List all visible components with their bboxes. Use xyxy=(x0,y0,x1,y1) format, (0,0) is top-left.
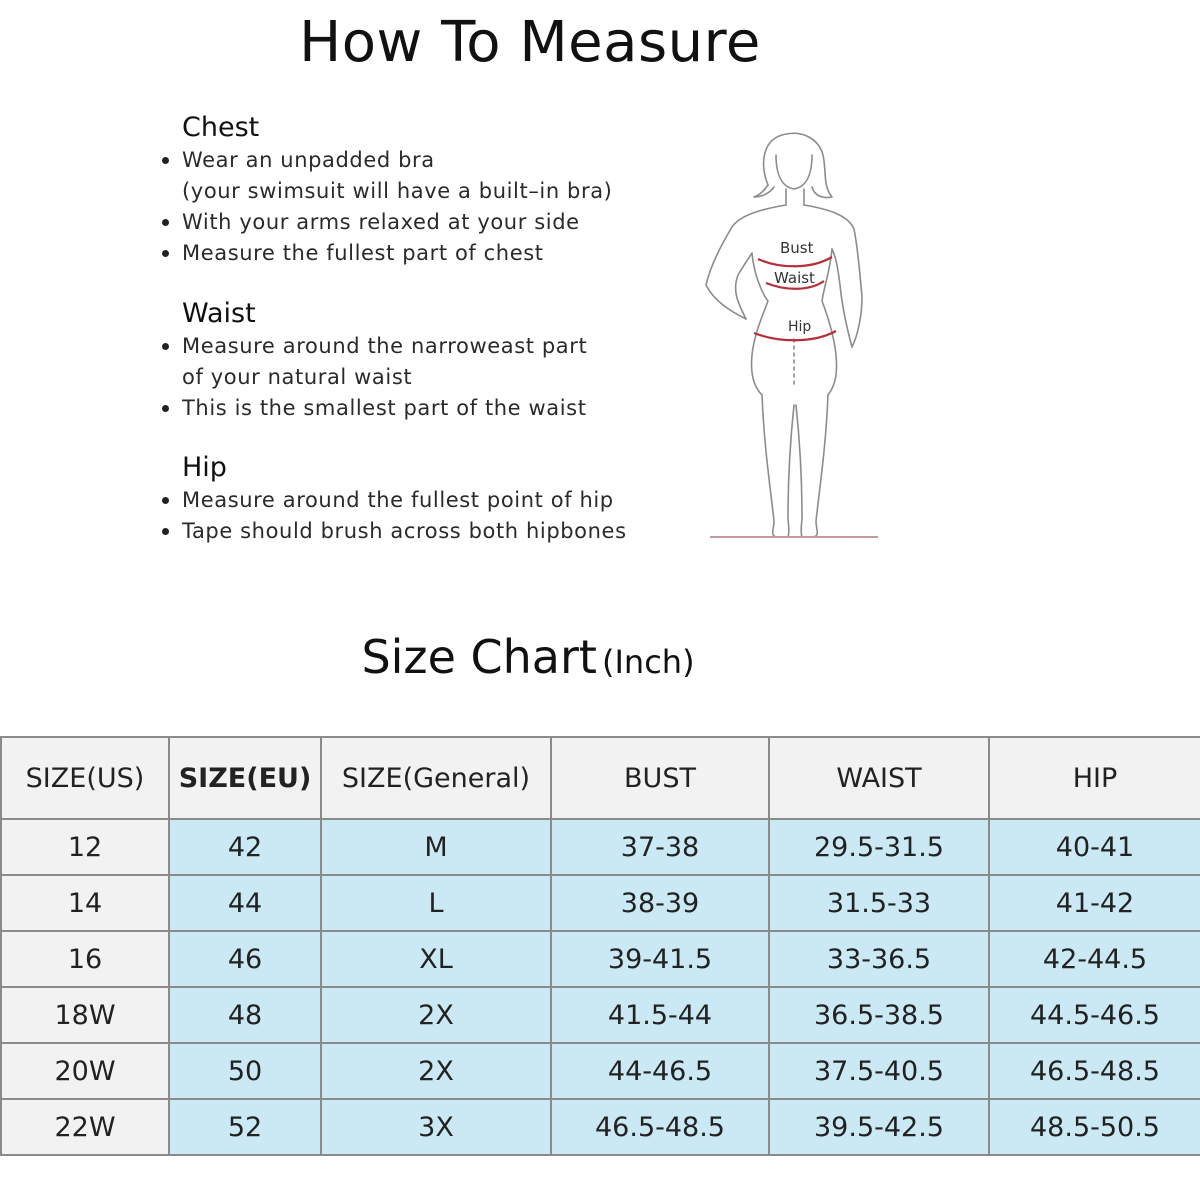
table-cell: 44-46.5 xyxy=(551,1043,769,1099)
table-cell: 37-38 xyxy=(551,819,769,875)
table-cell: 2X xyxy=(321,987,551,1043)
header-size-us: SIZE(US) xyxy=(1,737,169,819)
table-cell: 14 xyxy=(1,875,169,931)
list-item: Measure around the fullest point of hip xyxy=(160,485,680,516)
table-row xyxy=(1,875,1200,931)
waist-label: Waist xyxy=(774,269,815,287)
table-row xyxy=(1,1099,1200,1155)
header-size-general: SIZE(General) xyxy=(321,737,551,819)
list-item: (your swimsuit will have a built–in bra) xyxy=(182,179,613,203)
waist-section xyxy=(160,298,680,424)
header-hip: HIP xyxy=(989,737,1200,819)
table-row xyxy=(1,987,1200,1043)
hip-label: Hip xyxy=(788,319,812,335)
bullet-icon xyxy=(162,343,169,350)
table-cell: 46.5-48.5 xyxy=(989,1043,1200,1099)
list-item: of your natural waist xyxy=(182,365,413,389)
table-cell: 41.5-44 xyxy=(551,987,769,1043)
body-outline-icon xyxy=(690,125,890,545)
table-cell: 36.5-38.5 xyxy=(769,987,989,1043)
size-chart-title xyxy=(0,630,1056,684)
table-header-row xyxy=(1,737,1200,819)
table-cell: 29.5-31.5 xyxy=(769,819,989,875)
table-cell: 2X xyxy=(321,1043,551,1099)
table-cell: 37.5-40.5 xyxy=(769,1043,989,1099)
table-cell: 40-41 xyxy=(989,819,1200,875)
table-cell: XL xyxy=(321,931,551,987)
table-cell: 20W xyxy=(1,1043,169,1099)
table-cell: 44 xyxy=(169,875,321,931)
table-cell: 22W xyxy=(1,1099,169,1155)
hip-section xyxy=(160,452,680,547)
header-waist: WAIST xyxy=(769,737,989,819)
table-cell: 16 xyxy=(1,931,169,987)
list-item: This is the smallest part of the waist xyxy=(160,393,680,424)
bullet-icon xyxy=(162,250,169,257)
table-cell: L xyxy=(321,875,551,931)
table-cell: 31.5-33 xyxy=(769,875,989,931)
size-chart-heading: Size Chart xyxy=(361,630,597,684)
table-cell: 48.5-50.5 xyxy=(989,1099,1200,1155)
bust-label: Bust xyxy=(780,239,814,257)
list-item: Tape should brush across both hipbones xyxy=(160,516,680,547)
table-cell: 12 xyxy=(1,819,169,875)
list-item: Measure the fullest part of chest xyxy=(160,238,680,269)
size-table xyxy=(0,736,1200,1156)
table-cell: 46.5-48.5 xyxy=(551,1099,769,1155)
list-item: Measure around the narroweast part xyxy=(160,331,680,362)
bullet-icon xyxy=(162,219,169,226)
header-size-eu: SIZE(EU) xyxy=(169,737,321,819)
table-cell: 39.5-42.5 xyxy=(769,1099,989,1155)
table-row xyxy=(1,1043,1200,1099)
table-row xyxy=(1,931,1200,987)
table-cell: M xyxy=(321,819,551,875)
waist-heading: Waist xyxy=(182,298,256,329)
table-cell: 48 xyxy=(169,987,321,1043)
body-figure xyxy=(690,125,890,545)
table-cell: 46 xyxy=(169,931,321,987)
chest-section xyxy=(160,112,680,269)
hip-heading: Hip xyxy=(182,452,227,483)
chest-heading: Chest xyxy=(182,112,260,143)
table-cell: 18W xyxy=(1,987,169,1043)
table-cell: 42 xyxy=(169,819,321,875)
table-cell: 33-36.5 xyxy=(769,931,989,987)
size-chart-unit: (Inch) xyxy=(602,643,695,681)
bullet-icon xyxy=(162,405,169,412)
table-cell: 3X xyxy=(321,1099,551,1155)
page-title: How To Measure xyxy=(299,10,761,75)
table-cell: 52 xyxy=(169,1099,321,1155)
bullet-icon xyxy=(162,528,169,535)
table-cell: 41-42 xyxy=(989,875,1200,931)
list-item: Wear an unpadded bra xyxy=(160,145,680,176)
table-cell: 42-44.5 xyxy=(989,931,1200,987)
table-cell: 38-39 xyxy=(551,875,769,931)
table-cell: 44.5-46.5 xyxy=(989,987,1200,1043)
table-cell: 39-41.5 xyxy=(551,931,769,987)
bullet-icon xyxy=(162,157,169,164)
table-row xyxy=(1,819,1200,875)
table-cell: 50 xyxy=(169,1043,321,1099)
bullet-icon xyxy=(162,497,169,504)
list-item: With your arms relaxed at your side xyxy=(160,207,680,238)
header-bust: BUST xyxy=(551,737,769,819)
